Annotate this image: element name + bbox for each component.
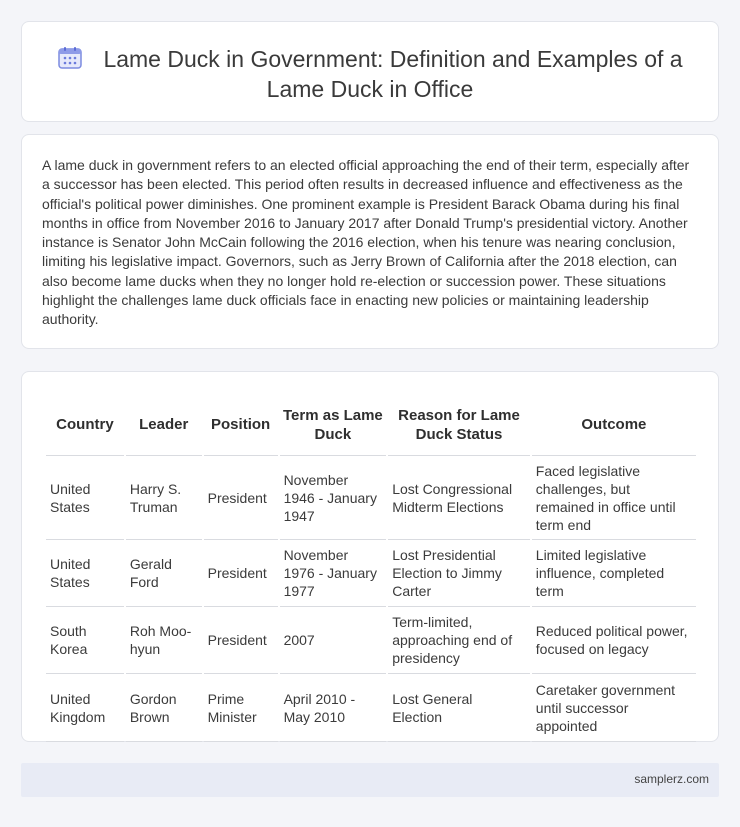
cell-position: President: [204, 540, 278, 607]
header-leader: Leader: [126, 394, 202, 456]
cell-term: April 2010 - May 2010: [280, 674, 387, 742]
cell-reason: Term-limited, approaching end of presidency: [388, 607, 530, 674]
cell-outcome: Limited legislative influence, completed term: [532, 540, 696, 607]
cell-reason: Lost Presidential Election to Jimmy Carter: [388, 540, 530, 607]
cell-position: President: [204, 607, 278, 674]
cell-country: United States: [46, 456, 124, 540]
intro-paragraph: A lame duck in government refers to an elected official approaching the end of their term, especially after a successor has been elected. This period often results in decreased influence and effectiveness as the official's political power diminishes. One prominent example is President Barack Obama during his final months in office from November 2016 to January 2017 after Donald Trump's presidential victory. Another instance is Senator John McCain following the 2016 election, when his tenure was nearing conclusion, limiting his legislative impact. Governors, such as Jerry Brown of California after the 2018 election, can also become lame ducks when they no longer hold re-election or succession power. These situations highlight the challenges lame duck officials face in enacting new policies or maintaining leadership authority.: [42, 157, 690, 328]
header-term: Term as Lame Duck: [280, 394, 387, 456]
calendar-icon: [57, 46, 83, 70]
page-title-wrap: [22, 44, 718, 104]
header-outcome: Outcome: [532, 394, 696, 456]
table-row: [46, 540, 696, 607]
table-row: [46, 674, 696, 742]
cell-country: United States: [46, 540, 124, 607]
cell-country: South Korea: [46, 607, 124, 674]
title-card: [21, 21, 719, 122]
table-header-row: [46, 394, 696, 456]
table-row: [46, 456, 696, 540]
cell-position: Prime Minister: [204, 674, 278, 742]
footer-site-link[interactable]: samplerz.com: [634, 772, 709, 786]
cell-leader: Gerald Ford: [126, 540, 202, 607]
cell-leader: Roh Moo-hyun: [126, 607, 202, 674]
table-card: [21, 371, 719, 742]
lame-duck-table: [44, 394, 698, 742]
cell-leader: Gordon Brown: [126, 674, 202, 742]
cell-reason: Lost General Election: [388, 674, 530, 742]
cell-term: 2007: [280, 607, 387, 674]
header-country: Country: [46, 394, 124, 456]
page-title: Lame Duck in Government: Definition and Examples of a Lame Duck in Office: [103, 46, 683, 102]
cell-term: November 1946 - January 1947: [280, 456, 387, 540]
cell-outcome: Caretaker government until successor appointed: [532, 674, 696, 742]
header-reason: Reason for Lame Duck Status: [388, 394, 530, 456]
cell-outcome: Reduced political power, focused on legacy: [532, 607, 696, 674]
header-position: Position: [204, 394, 278, 456]
cell-position: President: [204, 456, 278, 540]
footer-bar: [21, 763, 719, 797]
table-row: [46, 607, 696, 674]
cell-leader: Harry S. Truman: [126, 456, 202, 540]
intro-card: [21, 134, 719, 349]
cell-outcome: Faced legislative challenges, but remained in office until term end: [532, 456, 696, 540]
cell-reason: Lost Congressional Midterm Elections: [388, 456, 530, 540]
cell-term: November 1976 - January 1977: [280, 540, 387, 607]
cell-country: United Kingdom: [46, 674, 124, 742]
